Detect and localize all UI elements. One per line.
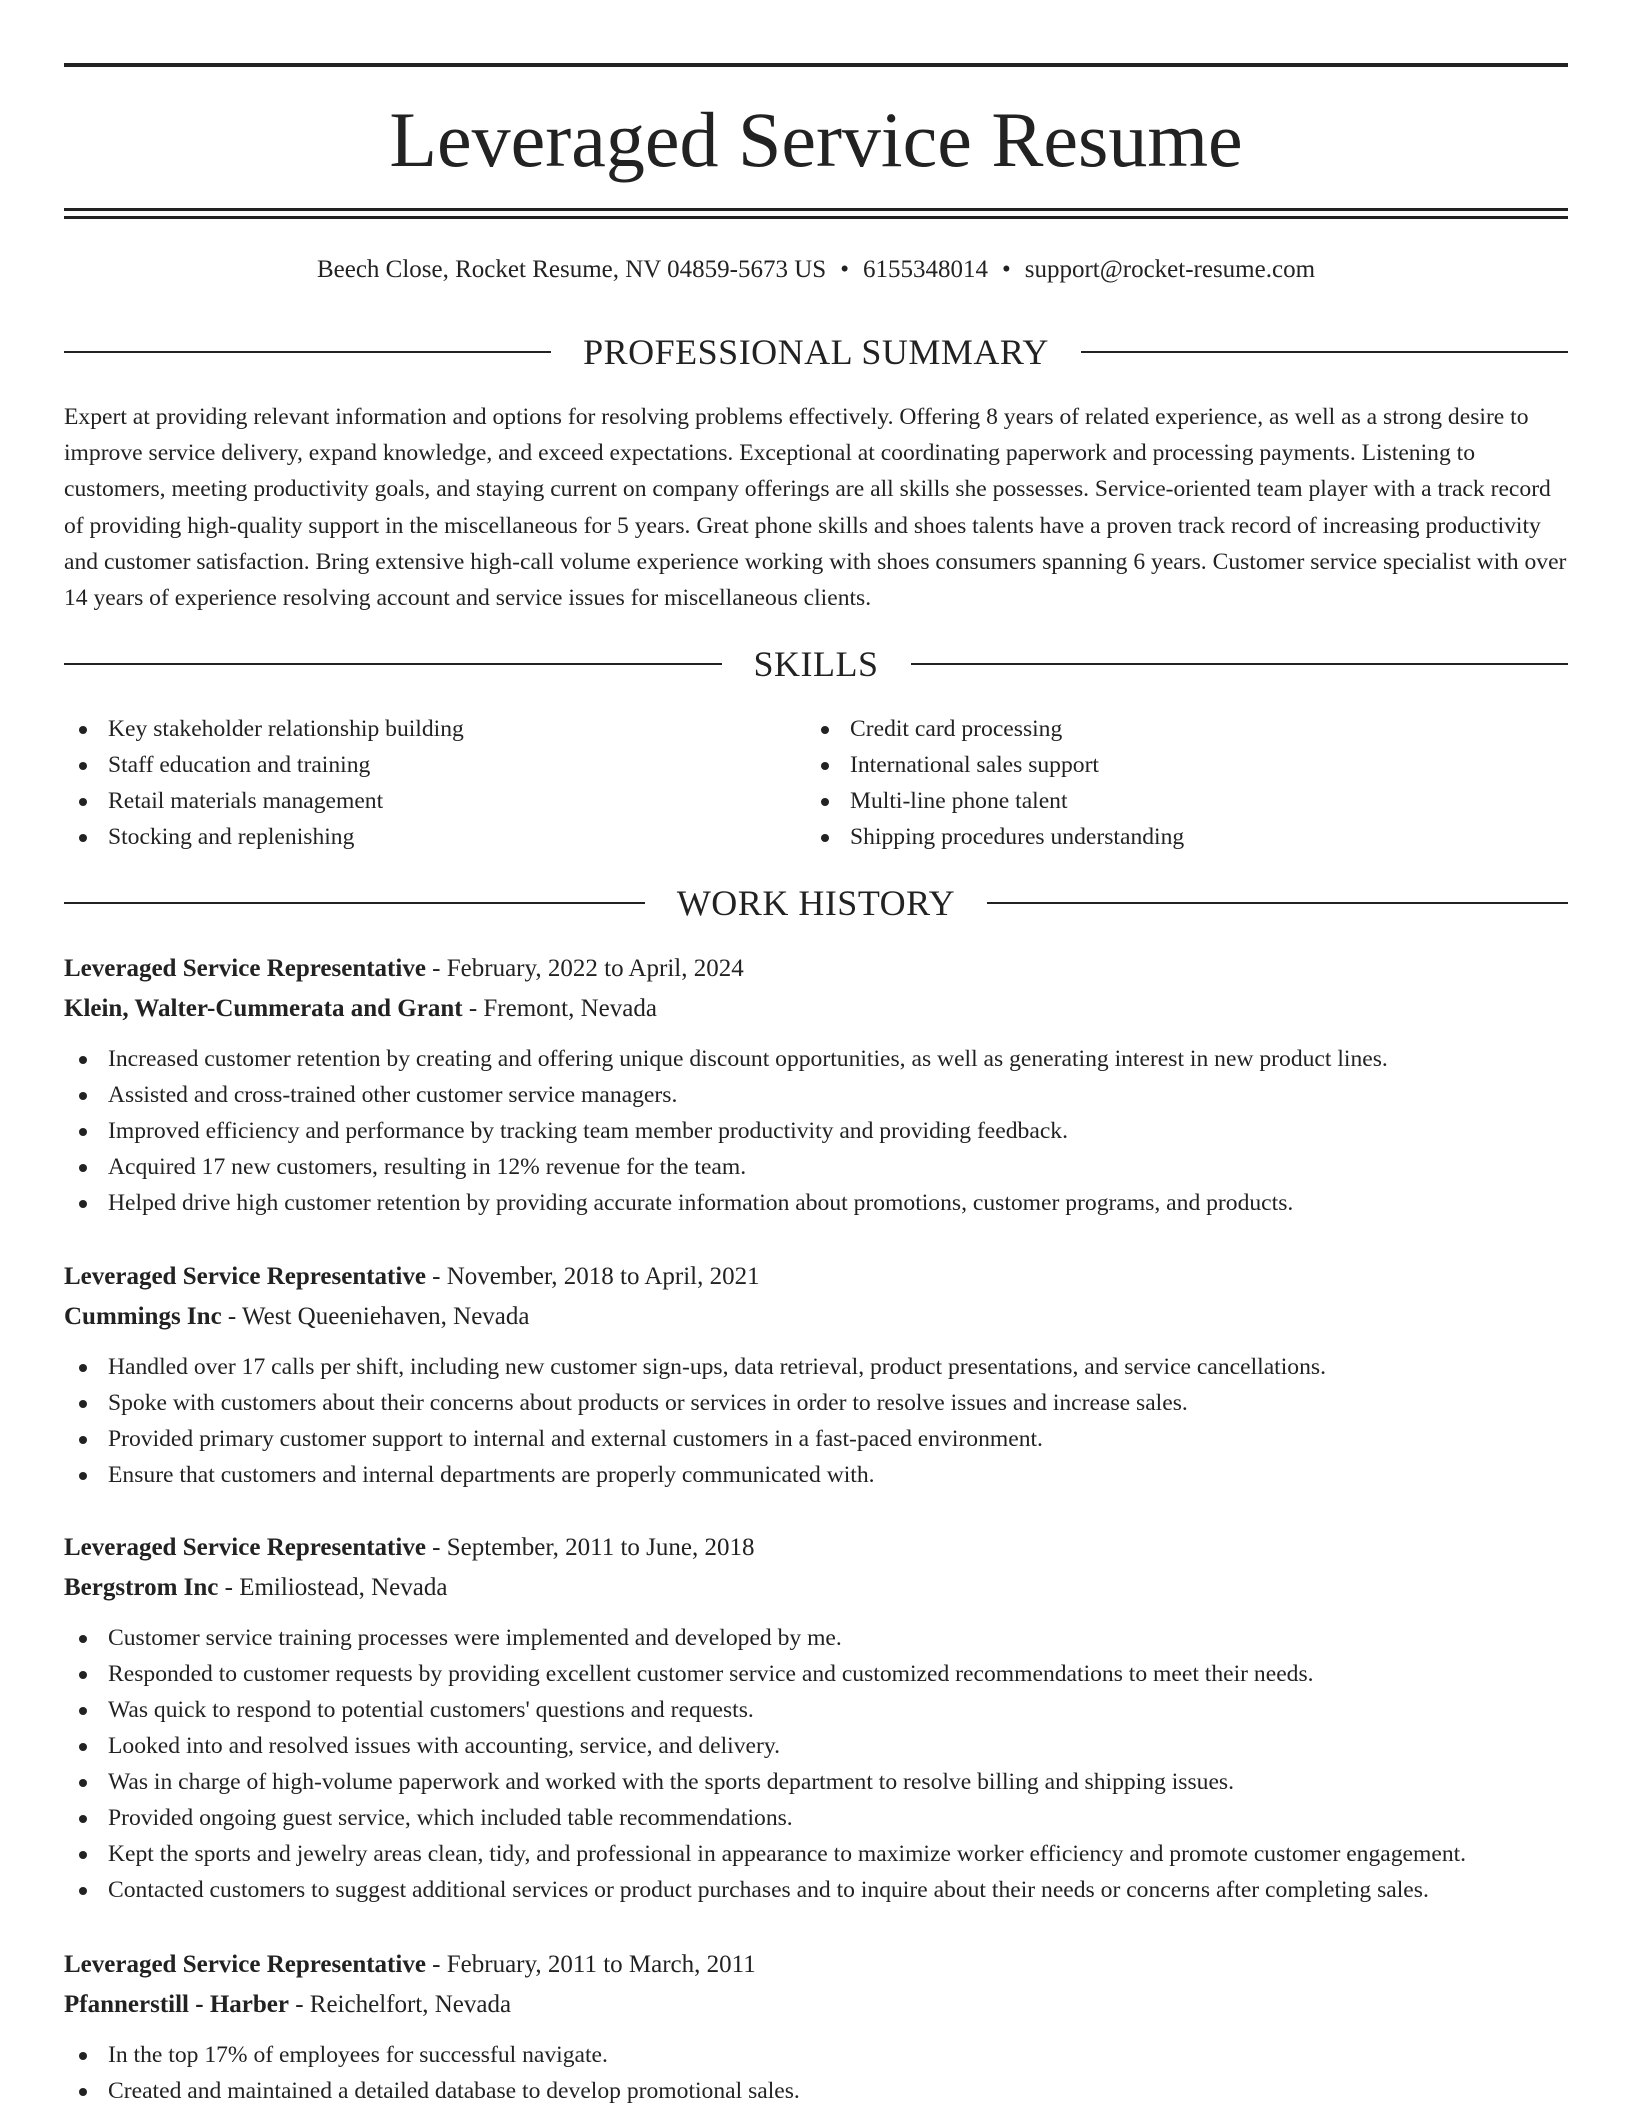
job-bullet: Ensure that customers and internal departments are properly communicated with. (64, 1457, 1568, 1493)
job-location: - Reichelfort, Nevada (288, 1991, 512, 2018)
job-bullet: Contacted customers to suggest additional services or product purchases and to inquire about their needs or concerns after completing sales. (64, 1872, 1568, 1908)
contact-line (64, 252, 1568, 288)
contact-phone: 6155348014 (862, 256, 988, 283)
summary-heading (64, 330, 1568, 374)
work-heading-label: WORK HISTORY (676, 883, 956, 923)
title-rule-upper (64, 208, 1568, 211)
job-location: - Emiliostead, Nevada (218, 1574, 448, 1601)
skill-item: Shipping procedures understanding (806, 819, 1546, 855)
job-bullet: Improved efficiency and performance by tracking team member productivity and providing feedback. (64, 1113, 1568, 1149)
job-company-line (64, 989, 1568, 1029)
job-entry (64, 949, 1568, 1221)
job-title-line (64, 1257, 1568, 1297)
job-company: Bergstrom Inc (64, 1574, 219, 1601)
job-title-line (64, 949, 1568, 989)
title-rule-lower (64, 216, 1568, 219)
heading-rule-right (1081, 351, 1568, 353)
job-bullet: Kept the sports and jewelry areas clean, tidy, and professional in appearance to maximize worker efficiency and promote customer engagement. (64, 1836, 1568, 1872)
job-company: Klein, Walter-Cummerata and Grant (64, 995, 463, 1022)
job-bullet: Handled over 17 calls per shift, including new customer sign-ups, data retrieval, product presentations, and service cancellations. (64, 1349, 1568, 1385)
job-entry (64, 1257, 1568, 1493)
job-company: Cummings Inc (64, 1303, 222, 1330)
heading-rule-left (64, 351, 551, 353)
skill-item: Credit card processing (806, 711, 1546, 747)
job-entry (64, 1945, 1568, 2109)
job-company-line (64, 1985, 1568, 2025)
job-company-line (64, 1568, 1568, 1608)
job-title-line (64, 1945, 1568, 1985)
job-location: - Fremont, Nevada (462, 995, 657, 1022)
job-bullet: Helped drive high customer retention by providing accurate information about promotions, customer programs, and products. (64, 1185, 1568, 1221)
job-title: Leveraged Service Representative (64, 1534, 426, 1561)
job-dates: - February, 2011 to March, 2011 (425, 1951, 756, 1978)
skill-item: Multi-line phone talent (806, 783, 1546, 819)
job-bullets (64, 1041, 1568, 1221)
job-bullet: Was in charge of high-volume paperwork and worked with the sports department to resolve billing and shipping issues. (64, 1764, 1568, 1800)
work-heading (64, 881, 1568, 925)
heading-rule-right (987, 902, 1568, 904)
skills-list-left (64, 711, 804, 855)
skill-item: Stocking and replenishing (64, 819, 804, 855)
job-dates: - September, 2011 to June, 2018 (425, 1534, 755, 1561)
summary-text: Expert at providing relevant information and options for resolving problems effectively. Offering 8 years of related experience, as well as a strong desire to improve service delivery, expand knowledge, and exceed expectations. Exceptional at coordinating paperwork and processing payments. Listening to customers, meeting productivity goals, and staying current on company offerings are all skills she possesses. Service-oriented team player with a track record of providing high-quality support in the miscellaneous for 5 years. Great phone skills and shoes talents have a proven track record of increasing productivity and customer satisfaction. Bring extensive high-call volume experience working with shoes consumers spanning 6 years. Customer service specialist with over 14 years of experience resolving account and service issues for miscellaneous clients. (64, 404, 1567, 612)
job-bullets (64, 2037, 1568, 2109)
job-company: Pfannerstill - Harber (64, 1991, 289, 2018)
resume-title: Leveraged Service Resume (389, 96, 1243, 183)
job-bullet: Assisted and cross-trained other customer service managers. (64, 1077, 1568, 1113)
heading-rule-right (911, 663, 1569, 665)
heading-rule-left (64, 663, 722, 665)
job-title: Leveraged Service Representative (64, 1263, 426, 1290)
contact-separator: • (1001, 256, 1011, 283)
job-bullet: Provided ongoing guest service, which included table recommendations. (64, 1800, 1568, 1836)
job-bullet: Responded to customer requests by providing excellent customer service and customized recommendations to meet their needs. (64, 1656, 1568, 1692)
job-dates: - February, 2022 to April, 2024 (425, 955, 744, 982)
skill-item: Retail materials management (64, 783, 804, 819)
job-bullet: Increased customer retention by creating and offering unique discount opportunities, as well as generating interest in new product lines. (64, 1041, 1568, 1077)
contact-address: Beech Close, Rocket Resume, NV 04859-5673 US (316, 256, 827, 283)
job-location: - West Queeniehaven, Nevada (221, 1303, 530, 1330)
job-company-line (64, 1297, 1568, 1337)
job-title-line (64, 1528, 1568, 1568)
skills-list-right (806, 711, 1546, 855)
skills-heading (64, 642, 1568, 686)
job-bullet: Was quick to respond to potential customers' questions and requests. (64, 1692, 1568, 1728)
skill-item: International sales support (806, 747, 1546, 783)
job-bullet: Customer service training processes were implemented and developed by me. (64, 1620, 1568, 1656)
job-title: Leveraged Service Representative (64, 1951, 426, 1978)
job-bullets (64, 1620, 1568, 1908)
job-dates: - November, 2018 to April, 2021 (425, 1263, 760, 1290)
job-bullets (64, 1349, 1568, 1493)
contact-email: support@rocket-resume.com (1024, 256, 1316, 283)
heading-rule-left (64, 902, 645, 904)
job-bullet: Acquired 17 new customers, resulting in 12% revenue for the team. (64, 1149, 1568, 1185)
skill-item: Key stakeholder relationship building (64, 711, 804, 747)
job-bullet: Provided primary customer support to internal and external customers in a fast-paced environment. (64, 1421, 1568, 1457)
job-entry (64, 1528, 1568, 1908)
job-title: Leveraged Service Representative (64, 955, 426, 982)
job-bullet: In the top 17% of employees for successful navigate. (64, 2037, 1568, 2073)
job-bullet: Spoke with customers about their concerns about products or services in order to resolve issues and increase sales. (64, 1385, 1568, 1421)
contact-separator: • (840, 256, 849, 283)
job-bullet: Created and maintained a detailed database to develop promotional sales. (64, 2073, 1568, 2109)
skills-heading-label: SKILLS (753, 644, 879, 684)
skill-item: Staff education and training (64, 747, 804, 783)
job-bullet: Looked into and resolved issues with accounting, service, and delivery. (64, 1728, 1568, 1764)
top-rule (64, 63, 1568, 67)
summary-heading-label: PROFESSIONAL SUMMARY (583, 332, 1049, 372)
